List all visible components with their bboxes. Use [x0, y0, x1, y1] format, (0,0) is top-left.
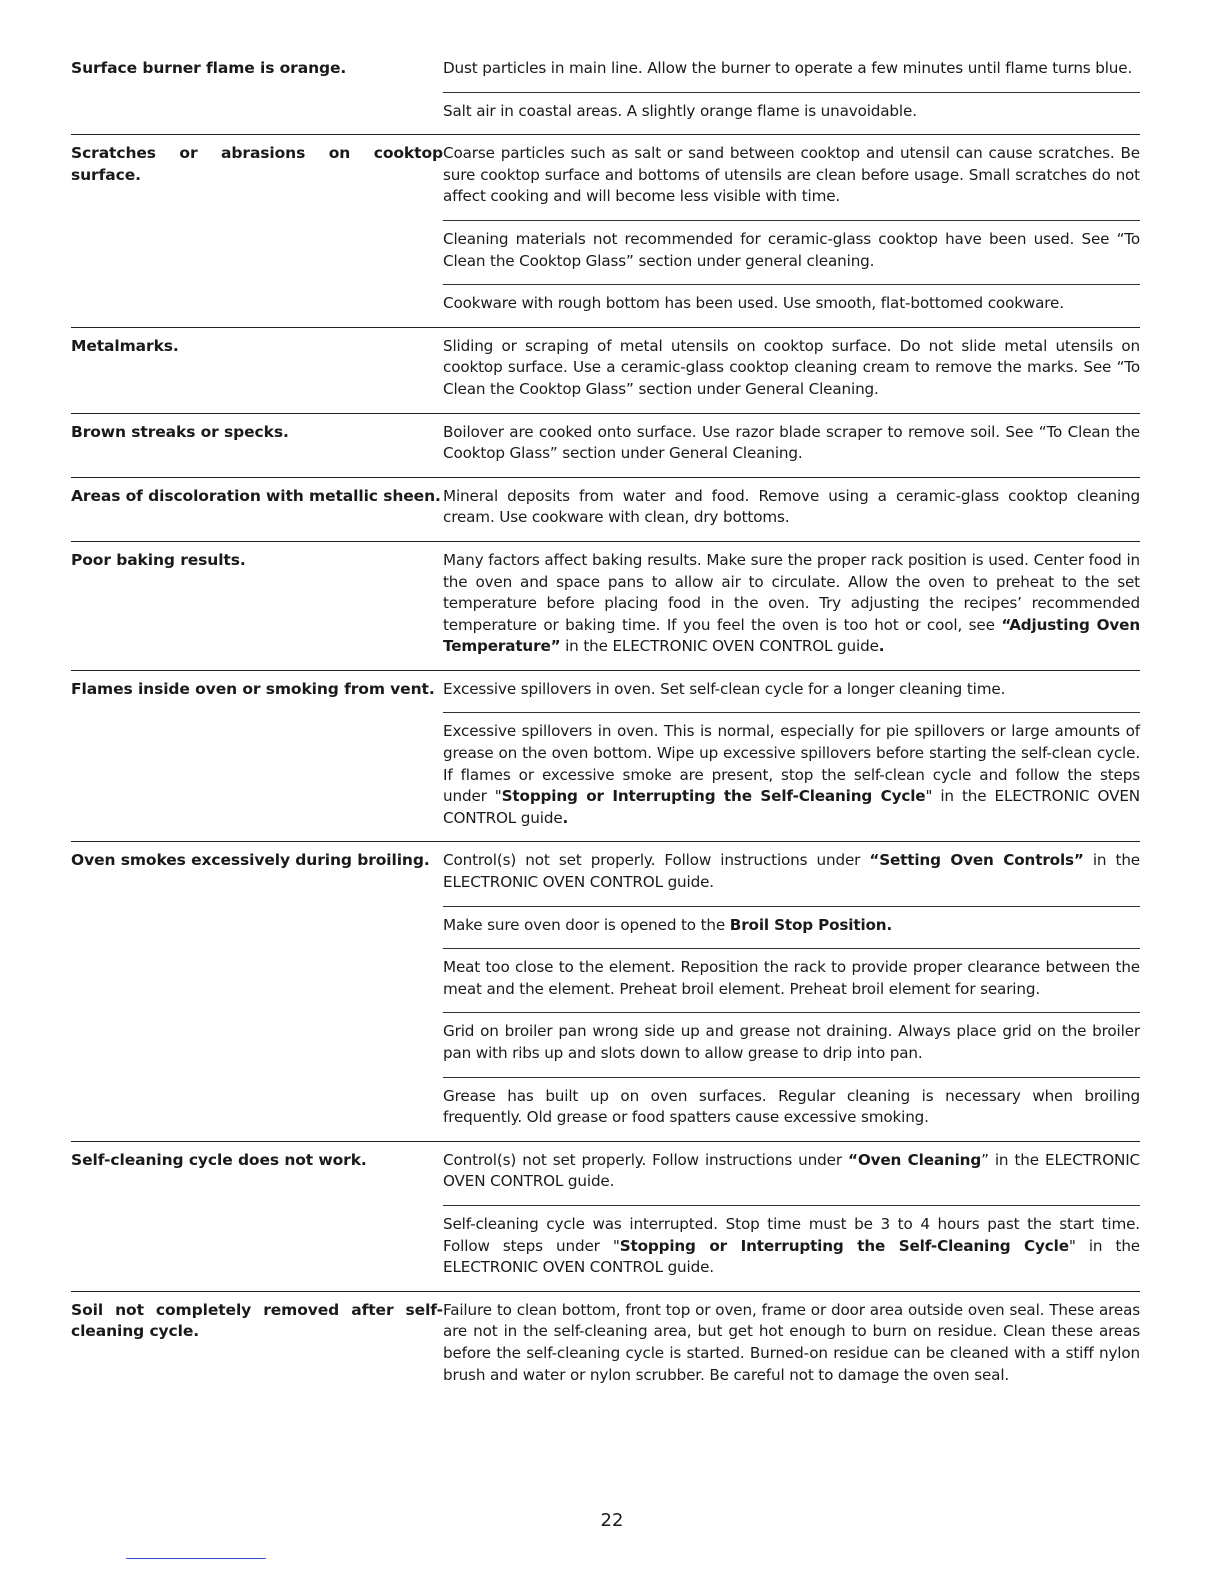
solution-emphasis: Stopping or Interrupting the Self-Cleaning Cycle — [501, 787, 926, 806]
solution-list — [443, 542, 1140, 670]
problem-title: Self-cleaning cycle does not work. — [71, 1150, 367, 1169]
problem-row — [71, 414, 1140, 478]
solution-segment: Excessive spillovers in oven. This is normal, especially for pie spillovers or large amounts of grease on the oven bottom. Wipe up excessive spillovers before starting the self-clean cycle. If flames or excessive smoke are present, stop the self-clean cycle and follow the steps under " — [443, 722, 1140, 806]
solution-text — [443, 92, 1140, 135]
solution-emphasis: Stopping or Interrupting the Self-Cleaning Cycle — [619, 1236, 1069, 1255]
solution-text — [443, 284, 1140, 327]
solution-segment: Sliding or scraping of metal utensils on cooktop surface. Do not slide metal utensils on cooktop surface. Use a ceramic-glass cooktop cleaning cream to remove the marks. See “To Clean the Cooktop Glass” section under General Cleaning. — [443, 336, 1140, 398]
solution-text — [443, 414, 1140, 477]
solution-text — [443, 1205, 1140, 1291]
solution-emphasis: . — [878, 637, 885, 656]
solution-segment: ” in the ELECTRONIC OVEN CONTROL guide. — [443, 1150, 1140, 1191]
solution-segment: Control(s) not set properly. Follow instructions under — [443, 1150, 848, 1169]
solution-text — [443, 220, 1140, 284]
problem-row — [71, 842, 1140, 1141]
solution-list — [443, 135, 1140, 327]
solution-list — [443, 1142, 1140, 1291]
solution-segment: Grease has built up on oven surfaces. Regular cleaning is necessary when broiling frequently. Old grease or food spatters cause excessive smoking. — [443, 1086, 1140, 1127]
problem-row — [71, 50, 1140, 135]
troubleshooting-table — [71, 50, 1140, 1398]
solution-segment: Salt air in coastal areas. A slightly orange flame is unavoidable. — [443, 101, 917, 120]
solution-segment: Make sure oven door is opened to the — [443, 915, 730, 934]
problem-row — [71, 1142, 1140, 1292]
solution-text — [443, 712, 1140, 841]
solution-segment: Meat too close to the element. Reposition the rack to provide proper clearance between the meat and the element. Preheat broil element. Preheat broil element for searing. — [443, 958, 1140, 998]
solution-segment: Control(s) not set properly. Follow instructions under — [443, 851, 870, 870]
solution-segment: Boilover are cooked onto surface. Use razor blade scraper to remove soil. See “To Clean the Cooktop Glass” section under General Cleaning. — [443, 422, 1140, 463]
solution-text — [443, 478, 1140, 541]
solution-emphasis: “Adjusting Oven Temperature” — [443, 615, 1140, 656]
problem-row — [71, 328, 1140, 414]
solution-segment: Grid on broiler pan wrong side up and grease not draining. Always place grid on the broiler pan with ribs up and slots down to allow grease to drip into pan. — [443, 1022, 1140, 1062]
problem-title: Soil not completely removed after self-cleaning cycle. — [71, 1300, 443, 1341]
solution-text — [443, 542, 1140, 670]
solution-segment: Many factors affect baking results. Make sure the proper rack position is used. Center food in the oven and space pans to allow air to circulate. Allow the oven to preheat to the set temperature before placing food in the oven. Try adjusting the recipes’ recommended temperature or baking time. If you feel the oven is too hot or cool, see — [443, 550, 1140, 634]
solution-segment: in the ELECTRONIC OVEN CONTROL guide — [560, 637, 879, 656]
problem-row — [71, 671, 1140, 843]
solution-segment: " in the ELECTRONIC OVEN CONTROL guide. — [443, 1236, 1140, 1277]
solution-segment: Cleaning materials not recommended for ceramic-glass cooktop have been used. See “To Clean the Cooktop Glass” section under general cleaning. — [443, 229, 1140, 270]
solution-text — [443, 1292, 1140, 1398]
problem-title: Poor baking results. — [71, 550, 246, 569]
solution-text — [443, 50, 1140, 92]
problem-title: Flames inside oven or smoking from vent. — [71, 679, 435, 698]
solution-segment: Self-cleaning cycle was interrupted. Stop time must be 3 to 4 hours past the start time. Follow steps under " — [443, 1214, 1140, 1255]
solution-list — [443, 1292, 1140, 1398]
problem-row — [71, 478, 1140, 542]
footer-link-line — [126, 1558, 266, 1559]
solution-segment: Coarse particles such as salt or sand between cooktop and utensil can cause scratches. Be sure cooktop surface and bottoms of utensils are clean before usage. Small scratches do not affect cooking and will become less visible with time. — [443, 144, 1140, 206]
problem-title: Oven smokes excessively during broiling. — [71, 851, 430, 870]
problem-title: Scratches or abrasions on cooktop surface. — [71, 144, 443, 184]
solution-list — [443, 671, 1140, 842]
solution-segment: Mineral deposits from water and food. Remove using a ceramic-glass cooktop cleaning cream. Use cookware with clean, dry bottoms. — [443, 486, 1140, 527]
solution-segment: in the ELECTRONIC OVEN CONTROL guide. — [443, 851, 1140, 892]
solution-segment: Cookware with rough bottom has been used. Use smooth, flat-bottomed cookware. — [443, 294, 1064, 313]
solution-segment: Dust particles in main line. Allow the burner to operate a few minutes until flame turns blue. — [443, 59, 1133, 77]
solution-segment: Failure to clean bottom, front top or oven, frame or door area outside oven seal. These areas are not in the self-cleaning area, but get hot enough to burn on residue. Clean these areas before the self-cleaning cycle is started. Burned-on residue can be cleaned with a stiff nylon brush and water or nylon scrubber. Be careful not to damage the oven seal. — [443, 1300, 1140, 1384]
solution-segment: Excessive spillovers in oven. Set self-clean cycle for a longer cleaning time. — [443, 679, 1006, 698]
solution-emphasis: “Setting Oven Controls” — [869, 851, 1084, 870]
solution-text — [443, 328, 1140, 413]
solution-segment: " in the ELECTRONIC OVEN CONTROL guide — [443, 787, 1140, 827]
problem-title: Brown streaks or specks. — [71, 422, 289, 441]
problem-row — [71, 1292, 1140, 1398]
solution-text — [443, 842, 1140, 905]
solution-text — [443, 948, 1140, 1012]
solution-text — [443, 1077, 1140, 1141]
problem-title: Surface burner flame is orange. — [71, 59, 347, 77]
solution-text — [443, 1012, 1140, 1076]
solution-list — [443, 328, 1140, 413]
solution-emphasis: “Oven Cleaning — [847, 1150, 982, 1169]
solution-text — [443, 906, 1140, 949]
solution-text — [443, 1142, 1140, 1205]
solution-list — [443, 478, 1140, 541]
solution-text — [443, 671, 1140, 713]
solution-list — [443, 842, 1140, 1140]
solution-text — [443, 135, 1140, 220]
solution-emphasis: . — [562, 808, 569, 827]
page-number: 22 — [600, 1510, 624, 1531]
problem-row — [71, 135, 1140, 328]
problem-title: Areas of discoloration with metallic sheen. — [71, 486, 441, 505]
solution-list — [443, 414, 1140, 477]
solution-emphasis: Broil Stop Position. — [729, 915, 893, 934]
problem-title: Metalmarks. — [71, 336, 179, 355]
problem-row — [71, 542, 1140, 671]
solution-list — [443, 50, 1140, 134]
